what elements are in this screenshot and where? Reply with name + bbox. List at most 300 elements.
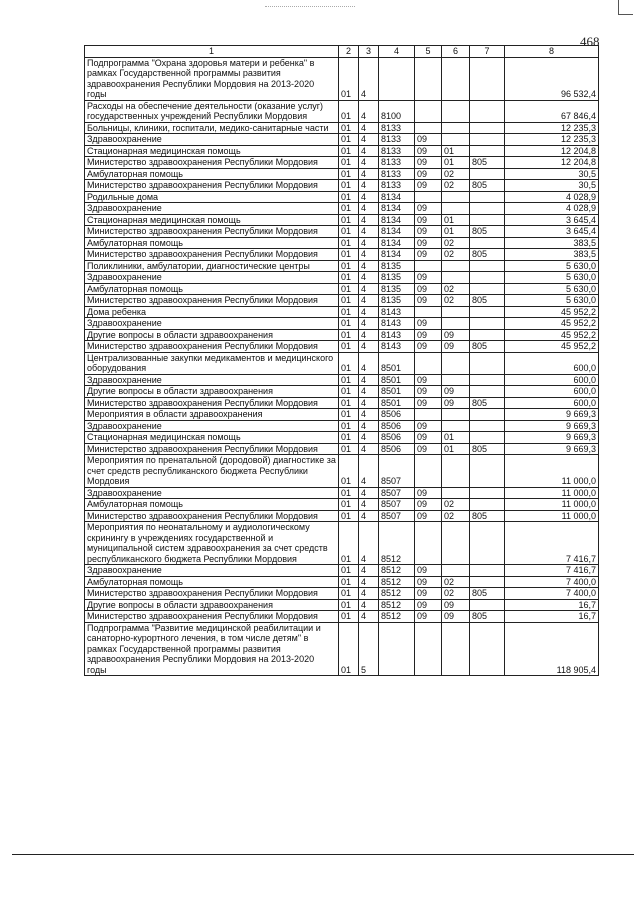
cell-sum: 600,0 xyxy=(505,374,599,386)
table-row xyxy=(85,203,599,215)
table-row xyxy=(85,432,599,444)
cell-code-2: 01 xyxy=(339,260,359,272)
cell-code-6: 02 xyxy=(442,237,470,249)
cell-name: Мероприятия по пренатальной (дородовой) диагностике за счет средств республиканского бюджета Республики Мордовия xyxy=(85,455,339,488)
cell-code-4: 8143 xyxy=(379,341,415,353)
cell-code-7: 805 xyxy=(470,588,505,600)
cell-code-2: 01 xyxy=(339,487,359,499)
cell-code-6: 02 xyxy=(442,180,470,192)
cell-code-7: 805 xyxy=(470,295,505,307)
cell-sum: 4 028,9 xyxy=(505,191,599,203)
cell-code-4: 8134 xyxy=(379,214,415,226)
table-row xyxy=(85,249,599,261)
header-cell: 6 xyxy=(442,46,470,58)
cell-code-2: 01 xyxy=(339,374,359,386)
cell-name: Министерство здравоохранения Республики Мордовия xyxy=(85,249,339,261)
table-row xyxy=(85,329,599,341)
cell-sum: 7 416,7 xyxy=(505,522,599,565)
cell-code-5: 09 xyxy=(415,329,442,341)
cell-code-2: 01 xyxy=(339,168,359,180)
cell-code-7: 805 xyxy=(470,510,505,522)
cell-code-4: 8506 xyxy=(379,420,415,432)
cell-code-3: 4 xyxy=(359,352,379,374)
cell-code-7 xyxy=(470,329,505,341)
cell-code-3: 4 xyxy=(359,180,379,192)
cell-code-2: 01 xyxy=(339,295,359,307)
cell-code-7 xyxy=(470,374,505,386)
cell-code-2: 01 xyxy=(339,329,359,341)
cell-sum: 9 669,3 xyxy=(505,420,599,432)
cell-code-3: 4 xyxy=(359,374,379,386)
cell-code-6: 01 xyxy=(442,157,470,169)
cell-code-5: 09 xyxy=(415,374,442,386)
cell-code-2: 01 xyxy=(339,599,359,611)
cell-name: Министерство здравоохранения Республики Мордовия xyxy=(85,157,339,169)
cell-code-3: 4 xyxy=(359,611,379,623)
cell-code-2: 01 xyxy=(339,409,359,421)
cell-sum: 4 028,9 xyxy=(505,203,599,215)
cell-code-3: 4 xyxy=(359,522,379,565)
cell-code-5: 09 xyxy=(415,283,442,295)
cell-code-6 xyxy=(442,565,470,577)
cell-code-7 xyxy=(470,487,505,499)
cell-code-5: 09 xyxy=(415,386,442,398)
cell-sum: 12 204,8 xyxy=(505,157,599,169)
cell-code-7: 805 xyxy=(470,249,505,261)
cell-sum: 11 000,0 xyxy=(505,487,599,499)
corner-crop-mark xyxy=(618,0,633,15)
cell-code-7 xyxy=(470,100,505,122)
cell-sum: 12 235,3 xyxy=(505,122,599,134)
cell-code-2: 01 xyxy=(339,57,359,100)
cell-code-2: 01 xyxy=(339,180,359,192)
cell-code-6 xyxy=(442,487,470,499)
cell-code-7: 805 xyxy=(470,157,505,169)
cell-name: Амбулаторная помощь xyxy=(85,237,339,249)
cell-code-6: 01 xyxy=(442,214,470,226)
cell-code-4: 8100 xyxy=(379,100,415,122)
cell-code-3: 4 xyxy=(359,203,379,215)
cell-code-3: 4 xyxy=(359,443,379,455)
cell-code-7 xyxy=(470,420,505,432)
cell-sum: 45 952,2 xyxy=(505,306,599,318)
table-row xyxy=(85,237,599,249)
cell-name: Министерство здравоохранения Республики Мордовия xyxy=(85,341,339,353)
cell-code-4: 8133 xyxy=(379,122,415,134)
cell-sum: 67 846,4 xyxy=(505,100,599,122)
cell-code-2: 01 xyxy=(339,203,359,215)
table-row xyxy=(85,588,599,600)
cell-code-2: 01 xyxy=(339,122,359,134)
cell-sum: 16,7 xyxy=(505,611,599,623)
table-row xyxy=(85,57,599,100)
table-row xyxy=(85,168,599,180)
cell-code-4: 8134 xyxy=(379,203,415,215)
cell-code-3: 4 xyxy=(359,100,379,122)
cell-code-6: 09 xyxy=(442,386,470,398)
table-row xyxy=(85,611,599,623)
cell-code-5: 09 xyxy=(415,272,442,284)
cell-code-2: 01 xyxy=(339,420,359,432)
cell-code-6: 09 xyxy=(442,599,470,611)
cell-code-5: 09 xyxy=(415,180,442,192)
top-scan-artifact xyxy=(265,6,355,7)
cell-code-2: 01 xyxy=(339,622,359,676)
cell-code-7 xyxy=(470,409,505,421)
header-cell: 1 xyxy=(85,46,339,58)
cell-name: Министерство здравоохранения Республики Мордовия xyxy=(85,226,339,238)
cell-code-5: 09 xyxy=(415,341,442,353)
cell-code-5: 09 xyxy=(415,420,442,432)
cell-code-7 xyxy=(470,283,505,295)
cell-code-6: 02 xyxy=(442,510,470,522)
cell-code-5: 09 xyxy=(415,611,442,623)
cell-code-2: 01 xyxy=(339,157,359,169)
cell-code-6 xyxy=(442,57,470,100)
table-row xyxy=(85,260,599,272)
cell-code-2: 01 xyxy=(339,432,359,444)
cell-code-4: 8135 xyxy=(379,295,415,307)
cell-code-5: 09 xyxy=(415,499,442,511)
cell-sum: 383,5 xyxy=(505,237,599,249)
table-row xyxy=(85,487,599,499)
table-row xyxy=(85,499,599,511)
cell-sum: 12 235,3 xyxy=(505,134,599,146)
cell-code-4: 8512 xyxy=(379,611,415,623)
cell-code-4: 8135 xyxy=(379,272,415,284)
cell-code-4: 8501 xyxy=(379,386,415,398)
cell-code-3: 4 xyxy=(359,226,379,238)
cell-code-2: 01 xyxy=(339,145,359,157)
cell-code-6 xyxy=(442,522,470,565)
cell-code-7: 805 xyxy=(470,397,505,409)
cell-code-5: 09 xyxy=(415,576,442,588)
header-cell: 2 xyxy=(339,46,359,58)
cell-sum: 5 630,0 xyxy=(505,283,599,295)
table-row xyxy=(85,318,599,330)
cell-code-6: 01 xyxy=(442,226,470,238)
header-cell: 5 xyxy=(415,46,442,58)
cell-code-4: 8133 xyxy=(379,168,415,180)
budget-table xyxy=(84,45,599,676)
cell-code-4: 8512 xyxy=(379,522,415,565)
cell-name: Поликлиники, амбулатории, диагностические центры xyxy=(85,260,339,272)
cell-code-3: 4 xyxy=(359,487,379,499)
cell-code-3: 4 xyxy=(359,168,379,180)
cell-code-4: 8512 xyxy=(379,588,415,600)
cell-code-2: 01 xyxy=(339,386,359,398)
cell-code-4: 8133 xyxy=(379,134,415,146)
cell-code-7 xyxy=(470,318,505,330)
cell-code-3: 4 xyxy=(359,191,379,203)
cell-code-2: 01 xyxy=(339,249,359,261)
cell-code-3: 4 xyxy=(359,283,379,295)
table-row xyxy=(85,295,599,307)
cell-code-5: 09 xyxy=(415,432,442,444)
cell-name: Здравоохранение xyxy=(85,487,339,499)
cell-code-7 xyxy=(470,306,505,318)
cell-code-7 xyxy=(470,122,505,134)
cell-code-7 xyxy=(470,599,505,611)
cell-code-2: 01 xyxy=(339,611,359,623)
cell-name: Централизованные закупки медикаментов и медицинского оборудования xyxy=(85,352,339,374)
cell-code-5: 09 xyxy=(415,237,442,249)
cell-code-6 xyxy=(442,352,470,374)
cell-sum: 3 645,4 xyxy=(505,214,599,226)
cell-name: Стационарная медицинская помощь xyxy=(85,432,339,444)
cell-sum: 7 416,7 xyxy=(505,565,599,577)
cell-code-7 xyxy=(470,455,505,488)
cell-code-3: 4 xyxy=(359,386,379,398)
cell-sum: 5 630,0 xyxy=(505,272,599,284)
cell-name: Министерство здравоохранения Республики Мордовия xyxy=(85,295,339,307)
cell-code-4: 8506 xyxy=(379,443,415,455)
cell-code-5 xyxy=(415,57,442,100)
cell-sum: 30,5 xyxy=(505,168,599,180)
cell-sum: 7 400,0 xyxy=(505,576,599,588)
cell-code-5: 09 xyxy=(415,214,442,226)
table-row xyxy=(85,599,599,611)
cell-sum: 45 952,2 xyxy=(505,329,599,341)
cell-code-2: 01 xyxy=(339,306,359,318)
cell-code-5: 09 xyxy=(415,565,442,577)
table-row xyxy=(85,180,599,192)
cell-name: Министерство здравоохранения Республики Мордовия xyxy=(85,397,339,409)
cell-code-5: 09 xyxy=(415,588,442,600)
table-row xyxy=(85,306,599,318)
cell-code-6: 02 xyxy=(442,588,470,600)
bottom-rule xyxy=(12,854,634,855)
table-row xyxy=(85,145,599,157)
cell-code-7: 805 xyxy=(470,226,505,238)
cell-code-3: 4 xyxy=(359,588,379,600)
cell-code-3: 4 xyxy=(359,341,379,353)
cell-code-7 xyxy=(470,272,505,284)
cell-code-7 xyxy=(470,576,505,588)
cell-name: Министерство здравоохранения Республики Мордовия xyxy=(85,443,339,455)
cell-code-5: 09 xyxy=(415,249,442,261)
cell-code-6: 09 xyxy=(442,397,470,409)
cell-code-4: 8135 xyxy=(379,283,415,295)
cell-sum: 600,0 xyxy=(505,386,599,398)
cell-name: Мероприятия по неонатальному и аудиологическому скринингу в учреждениях государственной и муниципальной систем здравоохранения за счет средств республиканского бюджета Республики Мордовия xyxy=(85,522,339,565)
table-body xyxy=(85,57,599,676)
cell-code-5: 09 xyxy=(415,203,442,215)
cell-code-7 xyxy=(470,260,505,272)
cell-name: Расходы на обеспечение деятельности (оказание услуг) государственных учреждений Республики Мордовия xyxy=(85,100,339,122)
cell-code-7: 805 xyxy=(470,443,505,455)
cell-code-2: 01 xyxy=(339,522,359,565)
cell-name: Стационарная медицинская помощь xyxy=(85,214,339,226)
cell-code-7 xyxy=(470,352,505,374)
cell-sum: 383,5 xyxy=(505,249,599,261)
cell-code-5 xyxy=(415,122,442,134)
cell-code-2: 01 xyxy=(339,352,359,374)
cell-code-6: 02 xyxy=(442,499,470,511)
table-row xyxy=(85,134,599,146)
cell-code-2: 01 xyxy=(339,576,359,588)
cell-code-7 xyxy=(470,203,505,215)
cell-sum: 11 000,0 xyxy=(505,455,599,488)
cell-code-5: 09 xyxy=(415,145,442,157)
cell-code-3: 4 xyxy=(359,122,379,134)
cell-code-6: 09 xyxy=(442,611,470,623)
cell-code-4: 8143 xyxy=(379,329,415,341)
cell-code-3: 4 xyxy=(359,306,379,318)
cell-code-7 xyxy=(470,134,505,146)
cell-code-5: 09 xyxy=(415,318,442,330)
cell-name: Другие вопросы в области здравоохранения xyxy=(85,386,339,398)
cell-code-7 xyxy=(470,237,505,249)
cell-code-6 xyxy=(442,409,470,421)
cell-code-3: 4 xyxy=(359,576,379,588)
cell-sum: 45 952,2 xyxy=(505,318,599,330)
table-row xyxy=(85,272,599,284)
cell-sum: 118 905,4 xyxy=(505,622,599,676)
cell-code-7: 805 xyxy=(470,611,505,623)
cell-code-3: 4 xyxy=(359,57,379,100)
cell-code-5 xyxy=(415,522,442,565)
cell-code-4 xyxy=(379,57,415,100)
cell-code-5 xyxy=(415,306,442,318)
cell-code-3: 4 xyxy=(359,329,379,341)
cell-code-2: 01 xyxy=(339,565,359,577)
cell-code-4: 8506 xyxy=(379,432,415,444)
cell-code-4: 8143 xyxy=(379,306,415,318)
cell-name: Министерство здравоохранения Республики Мордовия xyxy=(85,611,339,623)
cell-code-2: 01 xyxy=(339,134,359,146)
cell-code-3: 4 xyxy=(359,599,379,611)
cell-code-3: 4 xyxy=(359,510,379,522)
cell-code-5: 09 xyxy=(415,397,442,409)
cell-code-3: 4 xyxy=(359,214,379,226)
cell-code-2: 01 xyxy=(339,341,359,353)
cell-sum: 3 645,4 xyxy=(505,226,599,238)
cell-code-5: 09 xyxy=(415,168,442,180)
cell-code-6: 02 xyxy=(442,168,470,180)
cell-code-4: 8512 xyxy=(379,599,415,611)
cell-code-3: 4 xyxy=(359,318,379,330)
cell-code-7 xyxy=(470,191,505,203)
cell-code-3: 5 xyxy=(359,622,379,676)
cell-code-5 xyxy=(415,455,442,488)
cell-code-4: 8133 xyxy=(379,157,415,169)
header-cell: 8 xyxy=(505,46,599,58)
header-cell: 4 xyxy=(379,46,415,58)
cell-code-6 xyxy=(442,318,470,330)
cell-sum: 9 669,3 xyxy=(505,432,599,444)
cell-code-7: 805 xyxy=(470,180,505,192)
cell-code-2: 01 xyxy=(339,510,359,522)
cell-code-4 xyxy=(379,622,415,676)
cell-code-7 xyxy=(470,499,505,511)
cell-code-5 xyxy=(415,100,442,122)
cell-code-4: 8501 xyxy=(379,397,415,409)
cell-code-4: 8143 xyxy=(379,318,415,330)
table-row xyxy=(85,214,599,226)
cell-code-7 xyxy=(470,386,505,398)
cell-code-6 xyxy=(442,306,470,318)
cell-name: Здравоохранение xyxy=(85,374,339,386)
cell-code-4: 8501 xyxy=(379,374,415,386)
cell-name: Министерство здравоохранения Республики Мордовия xyxy=(85,588,339,600)
cell-code-2: 01 xyxy=(339,318,359,330)
cell-code-5: 09 xyxy=(415,510,442,522)
cell-code-5 xyxy=(415,191,442,203)
cell-code-4: 8501 xyxy=(379,352,415,374)
cell-name: Амбулаторная помощь xyxy=(85,283,339,295)
cell-code-3: 4 xyxy=(359,432,379,444)
table-row xyxy=(85,157,599,169)
cell-code-6: 02 xyxy=(442,576,470,588)
cell-code-5: 09 xyxy=(415,157,442,169)
cell-name: Подпрограмма "Развитие медицинской реабилитации и санаторно-курортного лечения, в том числе детям" в рамках Государственной программы развития здравоохранения Республики Мордовия на 2013-2020 годы xyxy=(85,622,339,676)
table-row xyxy=(85,374,599,386)
cell-code-6 xyxy=(442,374,470,386)
cell-code-4: 8507 xyxy=(379,510,415,522)
cell-code-7 xyxy=(470,145,505,157)
cell-code-6: 01 xyxy=(442,443,470,455)
cell-name: Дома ребенка xyxy=(85,306,339,318)
header-cell: 7 xyxy=(470,46,505,58)
cell-name: Другие вопросы в области здравоохранения xyxy=(85,599,339,611)
cell-code-6 xyxy=(442,622,470,676)
cell-code-6 xyxy=(442,191,470,203)
cell-code-3: 4 xyxy=(359,409,379,421)
table-row xyxy=(85,622,599,676)
cell-code-6 xyxy=(442,455,470,488)
cell-code-4: 8512 xyxy=(379,565,415,577)
table-row xyxy=(85,226,599,238)
cell-code-2: 01 xyxy=(339,214,359,226)
cell-code-2: 01 xyxy=(339,272,359,284)
cell-code-6: 01 xyxy=(442,145,470,157)
cell-code-3: 4 xyxy=(359,249,379,261)
cell-code-3: 4 xyxy=(359,455,379,488)
cell-code-5: 09 xyxy=(415,295,442,307)
cell-code-6: 09 xyxy=(442,341,470,353)
cell-name: Амбулаторная помощь xyxy=(85,168,339,180)
cell-code-3: 4 xyxy=(359,499,379,511)
cell-code-7 xyxy=(470,168,505,180)
table-row xyxy=(85,352,599,374)
cell-sum: 7 400,0 xyxy=(505,588,599,600)
cell-code-6 xyxy=(442,260,470,272)
table-row xyxy=(85,191,599,203)
table-row xyxy=(85,510,599,522)
cell-name: Подпрограмма "Охрана здоровья матери и ребенка" в рамках Государственной программы развития здравоохранения Республики Мордовия на 2013-2020 годы xyxy=(85,57,339,100)
cell-code-3: 4 xyxy=(359,295,379,307)
table-row xyxy=(85,455,599,488)
cell-code-7 xyxy=(470,214,505,226)
cell-name: Здравоохранение xyxy=(85,565,339,577)
cell-sum: 30,5 xyxy=(505,180,599,192)
cell-code-4: 8133 xyxy=(379,180,415,192)
cell-code-6: 09 xyxy=(442,329,470,341)
cell-name: Стационарная медицинская помощь xyxy=(85,145,339,157)
cell-code-4: 8507 xyxy=(379,487,415,499)
cell-code-7 xyxy=(470,522,505,565)
cell-code-5 xyxy=(415,622,442,676)
table-row xyxy=(85,443,599,455)
cell-code-6: 01 xyxy=(442,432,470,444)
cell-name: Здравоохранение xyxy=(85,134,339,146)
cell-name: Амбулаторная помощь xyxy=(85,499,339,511)
table-row xyxy=(85,420,599,432)
cell-code-4: 8512 xyxy=(379,576,415,588)
cell-code-3: 4 xyxy=(359,157,379,169)
cell-sum: 600,0 xyxy=(505,352,599,374)
